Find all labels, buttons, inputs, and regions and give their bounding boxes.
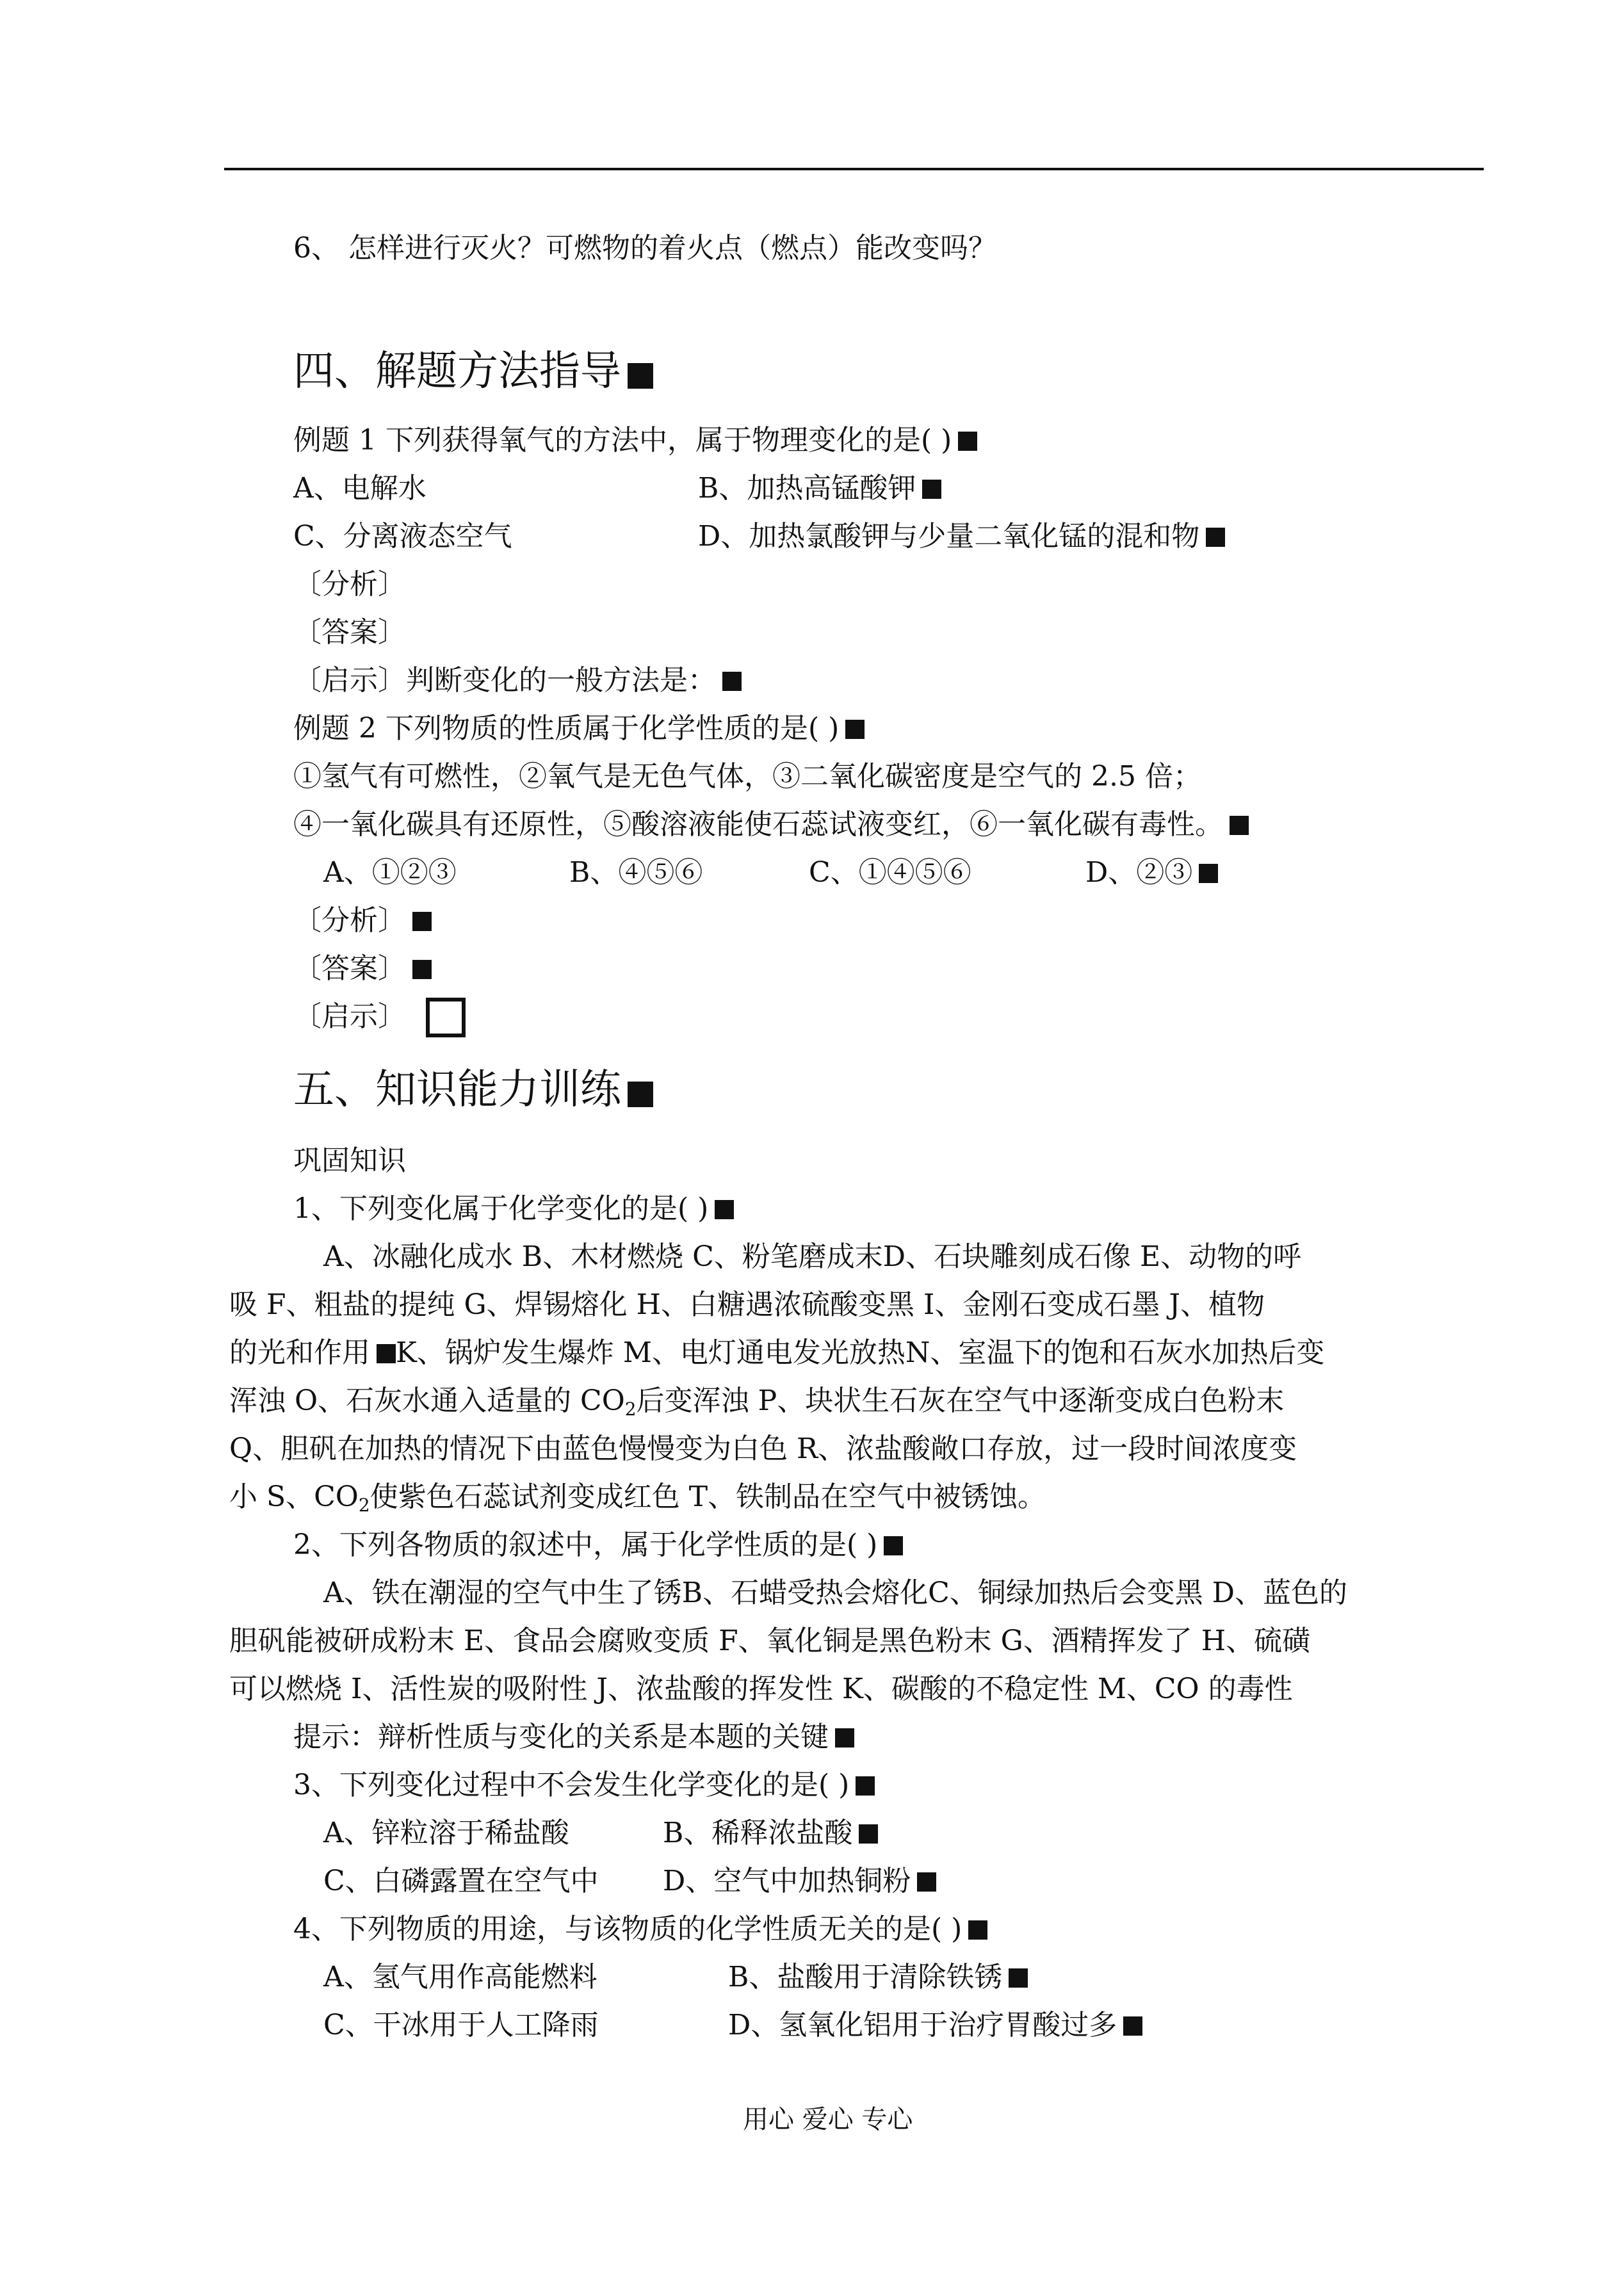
page-footer-text: 用心 爱心 专心 (743, 2105, 913, 2134)
example-1-answer-text: 〔答案〕 (293, 616, 406, 649)
square-marker (958, 432, 977, 451)
practice-1-line-6 (229, 1478, 1046, 1516)
example-1-hint (293, 661, 742, 700)
header-rule (224, 168, 1484, 170)
square-marker (917, 1872, 936, 1892)
practice-1-line-4-text-b: 后变浑浊 P、块状生石灰在空气中逐渐变成白色粉末 (636, 1384, 1285, 1417)
subscript: 2 (624, 1399, 637, 1420)
example-2-statements-2-text: ④一氧化碳具有还原性，⑤酸溶液能使石蕊试液变红，⑥一氧化碳有毒性。 (293, 808, 1223, 841)
practice-2-line-1-text: A、铁在潮湿的空气中生了锈B、石蜡受热会熔化C、铜绿加热后会变黑 D、蓝色的 (323, 1577, 1348, 1609)
example-1-option-d-text: D、加热氯酸钾与少量二氧化锰的混和物 (698, 520, 1200, 553)
example-1-option-a: A、电解水 (293, 472, 426, 505)
practice-1-line-3-text-a: 的光和作用 (229, 1336, 370, 1369)
square-marker (628, 1082, 653, 1107)
square-marker (715, 1200, 734, 1219)
practice-2-hint (293, 1718, 854, 1756)
practice-4-option-a: A、氢气用作高能燃料 (323, 1961, 597, 1993)
subscript: 2 (358, 1495, 370, 1516)
square-marker (968, 1920, 987, 1940)
practice-4-question (293, 1910, 987, 1949)
example-1-question-text: 例题 1 下列获得氧气的方法中，属于物理变化的是( ) (293, 424, 952, 457)
section-4-heading (293, 346, 653, 397)
practice-1-line-6-text-a: 小 S、CO (229, 1480, 359, 1513)
square-marker (412, 960, 432, 979)
example-2-analysis-text: 〔分析〕 (293, 904, 406, 937)
square-marker (628, 363, 653, 389)
example-2-option-a: A、①②③ (323, 856, 457, 889)
practice-1-question-text: 1、下列变化属于化学变化的是( ) (293, 1192, 709, 1225)
example-2-statements-2 (293, 806, 1249, 844)
example-1-analysis (293, 565, 406, 604)
practice-4-option-b (728, 1958, 1028, 1997)
practice-1-line-2 (229, 1286, 1265, 1324)
practice-1-line-6-text-b: 使紫色石蕊试剂变成红色 T、铁制品在空气中被锈蚀。 (369, 1480, 1046, 1513)
practice-2-hint-text: 提示：辩析性质与变化的关系是本题的关键 (293, 1721, 829, 1753)
empty-box-marker (426, 998, 466, 1037)
practice-4-options-row-2 (323, 2006, 1412, 2045)
example-2-hint (293, 998, 406, 1036)
practice-1-line-3 (229, 1334, 1324, 1372)
example-1-option-d (698, 517, 1225, 556)
practice-1-line-4-text-a: 浑浊 O、石灰水通入适量的 CO (229, 1384, 625, 1417)
example-2-option-d (1085, 854, 1218, 892)
question-6-text: 6、 怎样进行灭火？可燃物的着火点（燃点）能改变吗？ (293, 232, 996, 264)
square-marker (884, 1536, 903, 1555)
practice-4-option-d-text: D、氢氧化铝用于治疗胃酸过多 (728, 2009, 1117, 2041)
practice-4-options-row-1 (323, 1958, 1412, 1997)
question-6 (293, 229, 996, 268)
example-1-question (293, 421, 977, 460)
practice-3-options-row-2 (323, 1862, 1412, 1901)
example-2-option-c: C、①④⑤⑥ (809, 856, 971, 889)
example-1-answer (293, 613, 406, 652)
practice-3-option-b-text: B、稀释浓盐酸 (663, 1817, 853, 1849)
example-1-option-c: C、分离液态空气 (293, 520, 512, 553)
practice-2-line-1 (323, 1574, 1347, 1612)
practice-4-option-b-text: B、盐酸用于清除铁锈 (728, 1961, 1003, 1993)
practice-1-line-4 (229, 1382, 1284, 1420)
square-marker (1206, 528, 1225, 547)
consolidate-label (293, 1142, 406, 1180)
page-footer (743, 2102, 913, 2140)
square-marker (722, 672, 742, 691)
example-1-hint-text: 〔启示〕判断变化的一般方法是： (293, 664, 716, 697)
consolidate-text: 巩固知识 (293, 1144, 406, 1177)
practice-3-option-b (663, 1814, 878, 1853)
example-2-answer-text: 〔答案〕 (293, 952, 406, 985)
example-2-statements-1-text: ①氢气有可燃性，②氧气是无色气体，③二氧化碳密度是空气的 2.5 倍； (293, 760, 1201, 793)
practice-2-line-2 (229, 1622, 1310, 1660)
example-2-analysis (293, 902, 432, 940)
example-2-answer (293, 950, 432, 988)
practice-3-option-d-text: D、空气中加热铜粉 (663, 1865, 911, 1897)
example-1-option-b-text: B、加热高锰酸钾 (698, 472, 916, 505)
practice-2-question-text: 2、下列各物质的叙述中，属于化学性质的是( ) (293, 1529, 878, 1561)
practice-3-question (293, 1766, 875, 1804)
practice-1-line-3-text-b: K、锅炉发生爆炸 M、电灯通电发光放热N、室温下的饱和石灰水加热后变 (396, 1336, 1325, 1369)
practice-2-line-3-text: 可以燃烧 I、活性炭的吸附性 J、浓盐酸的挥发性 K、碳酸的不稳定性 M、CO 的毒性 (229, 1673, 1293, 1705)
section-5-heading (293, 1064, 653, 1115)
practice-3-option-d (663, 1862, 936, 1901)
practice-2-line-2-text: 胆矾能被研成粉末 E、食品会腐败变质 F、氧化铜是黑色粉末 G、酒精挥发了 H、硫磺 (229, 1625, 1311, 1657)
square-marker (1123, 2016, 1142, 2036)
practice-3-option-c: C、白磷露置在空气中 (323, 1865, 599, 1897)
practice-3-options-row-1 (323, 1814, 1412, 1853)
square-marker (835, 1728, 854, 1748)
square-marker (856, 1776, 875, 1796)
practice-3-question-text: 3、下列变化过程中不会发生化学变化的是( ) (293, 1769, 850, 1801)
section-5-title: 五、知识能力训练 (293, 1066, 621, 1114)
square-marker (922, 480, 941, 499)
practice-4-option-c: C、干冰用于人工降雨 (323, 2009, 599, 2041)
square-marker (845, 720, 865, 739)
example-2-statements-1 (293, 758, 1201, 796)
practice-1-line-5-text: Q、胆矾在加热的情况下由蓝色慢慢变为白色 R、浓盐酸敞口存放，过一段时间浓度变 (229, 1432, 1297, 1465)
example-2-option-b: B、④⑤⑥ (569, 856, 703, 889)
practice-4-question-text: 4、下列物质的用途，与该物质的化学性质无关的是( ) (293, 1913, 962, 1945)
square-marker (1230, 816, 1249, 835)
square-marker (859, 1824, 878, 1844)
practice-4-option-d (728, 2006, 1142, 2045)
practice-1-question (293, 1190, 734, 1228)
square-marker (377, 1344, 396, 1363)
example-2-options (323, 854, 1476, 892)
section-4-title: 四、解题方法指导 (293, 348, 621, 395)
practice-2-question (293, 1526, 903, 1564)
practice-1-line-2-text: 吸 F、粗盐的提纯 G、焊锡熔化 H、白糖遇浓硫酸变黑 I、金刚石变成石墨 J、植物 (229, 1288, 1265, 1321)
practice-3-option-a: A、锌粒溶于稀盐酸 (323, 1817, 569, 1849)
practice-1-line-1-text: A、冰融化成水 B、木材燃烧 C、粉笔磨成末D、石块雕刻成石像 E、动物的呼 (323, 1240, 1302, 1273)
example-1-option-b (698, 469, 941, 508)
practice-1-line-5 (229, 1430, 1297, 1468)
example-2-question-text: 例题 2 下列物质的性质属于化学性质的是( ) (293, 712, 840, 745)
example-2-option-d-text: D、②③ (1085, 856, 1193, 889)
practice-1-line-1 (323, 1238, 1301, 1276)
square-marker (1199, 864, 1218, 883)
example-1-options-row-1 (293, 469, 1446, 508)
example-2-hint-text: 〔启示〕 (293, 1000, 406, 1033)
practice-2-line-3 (229, 1670, 1293, 1708)
example-1-analysis-text: 〔分析〕 (293, 568, 406, 601)
example-2-question (293, 710, 865, 748)
square-marker (1009, 1968, 1028, 1988)
square-marker (412, 912, 432, 931)
example-1-options-row-2 (293, 517, 1446, 556)
